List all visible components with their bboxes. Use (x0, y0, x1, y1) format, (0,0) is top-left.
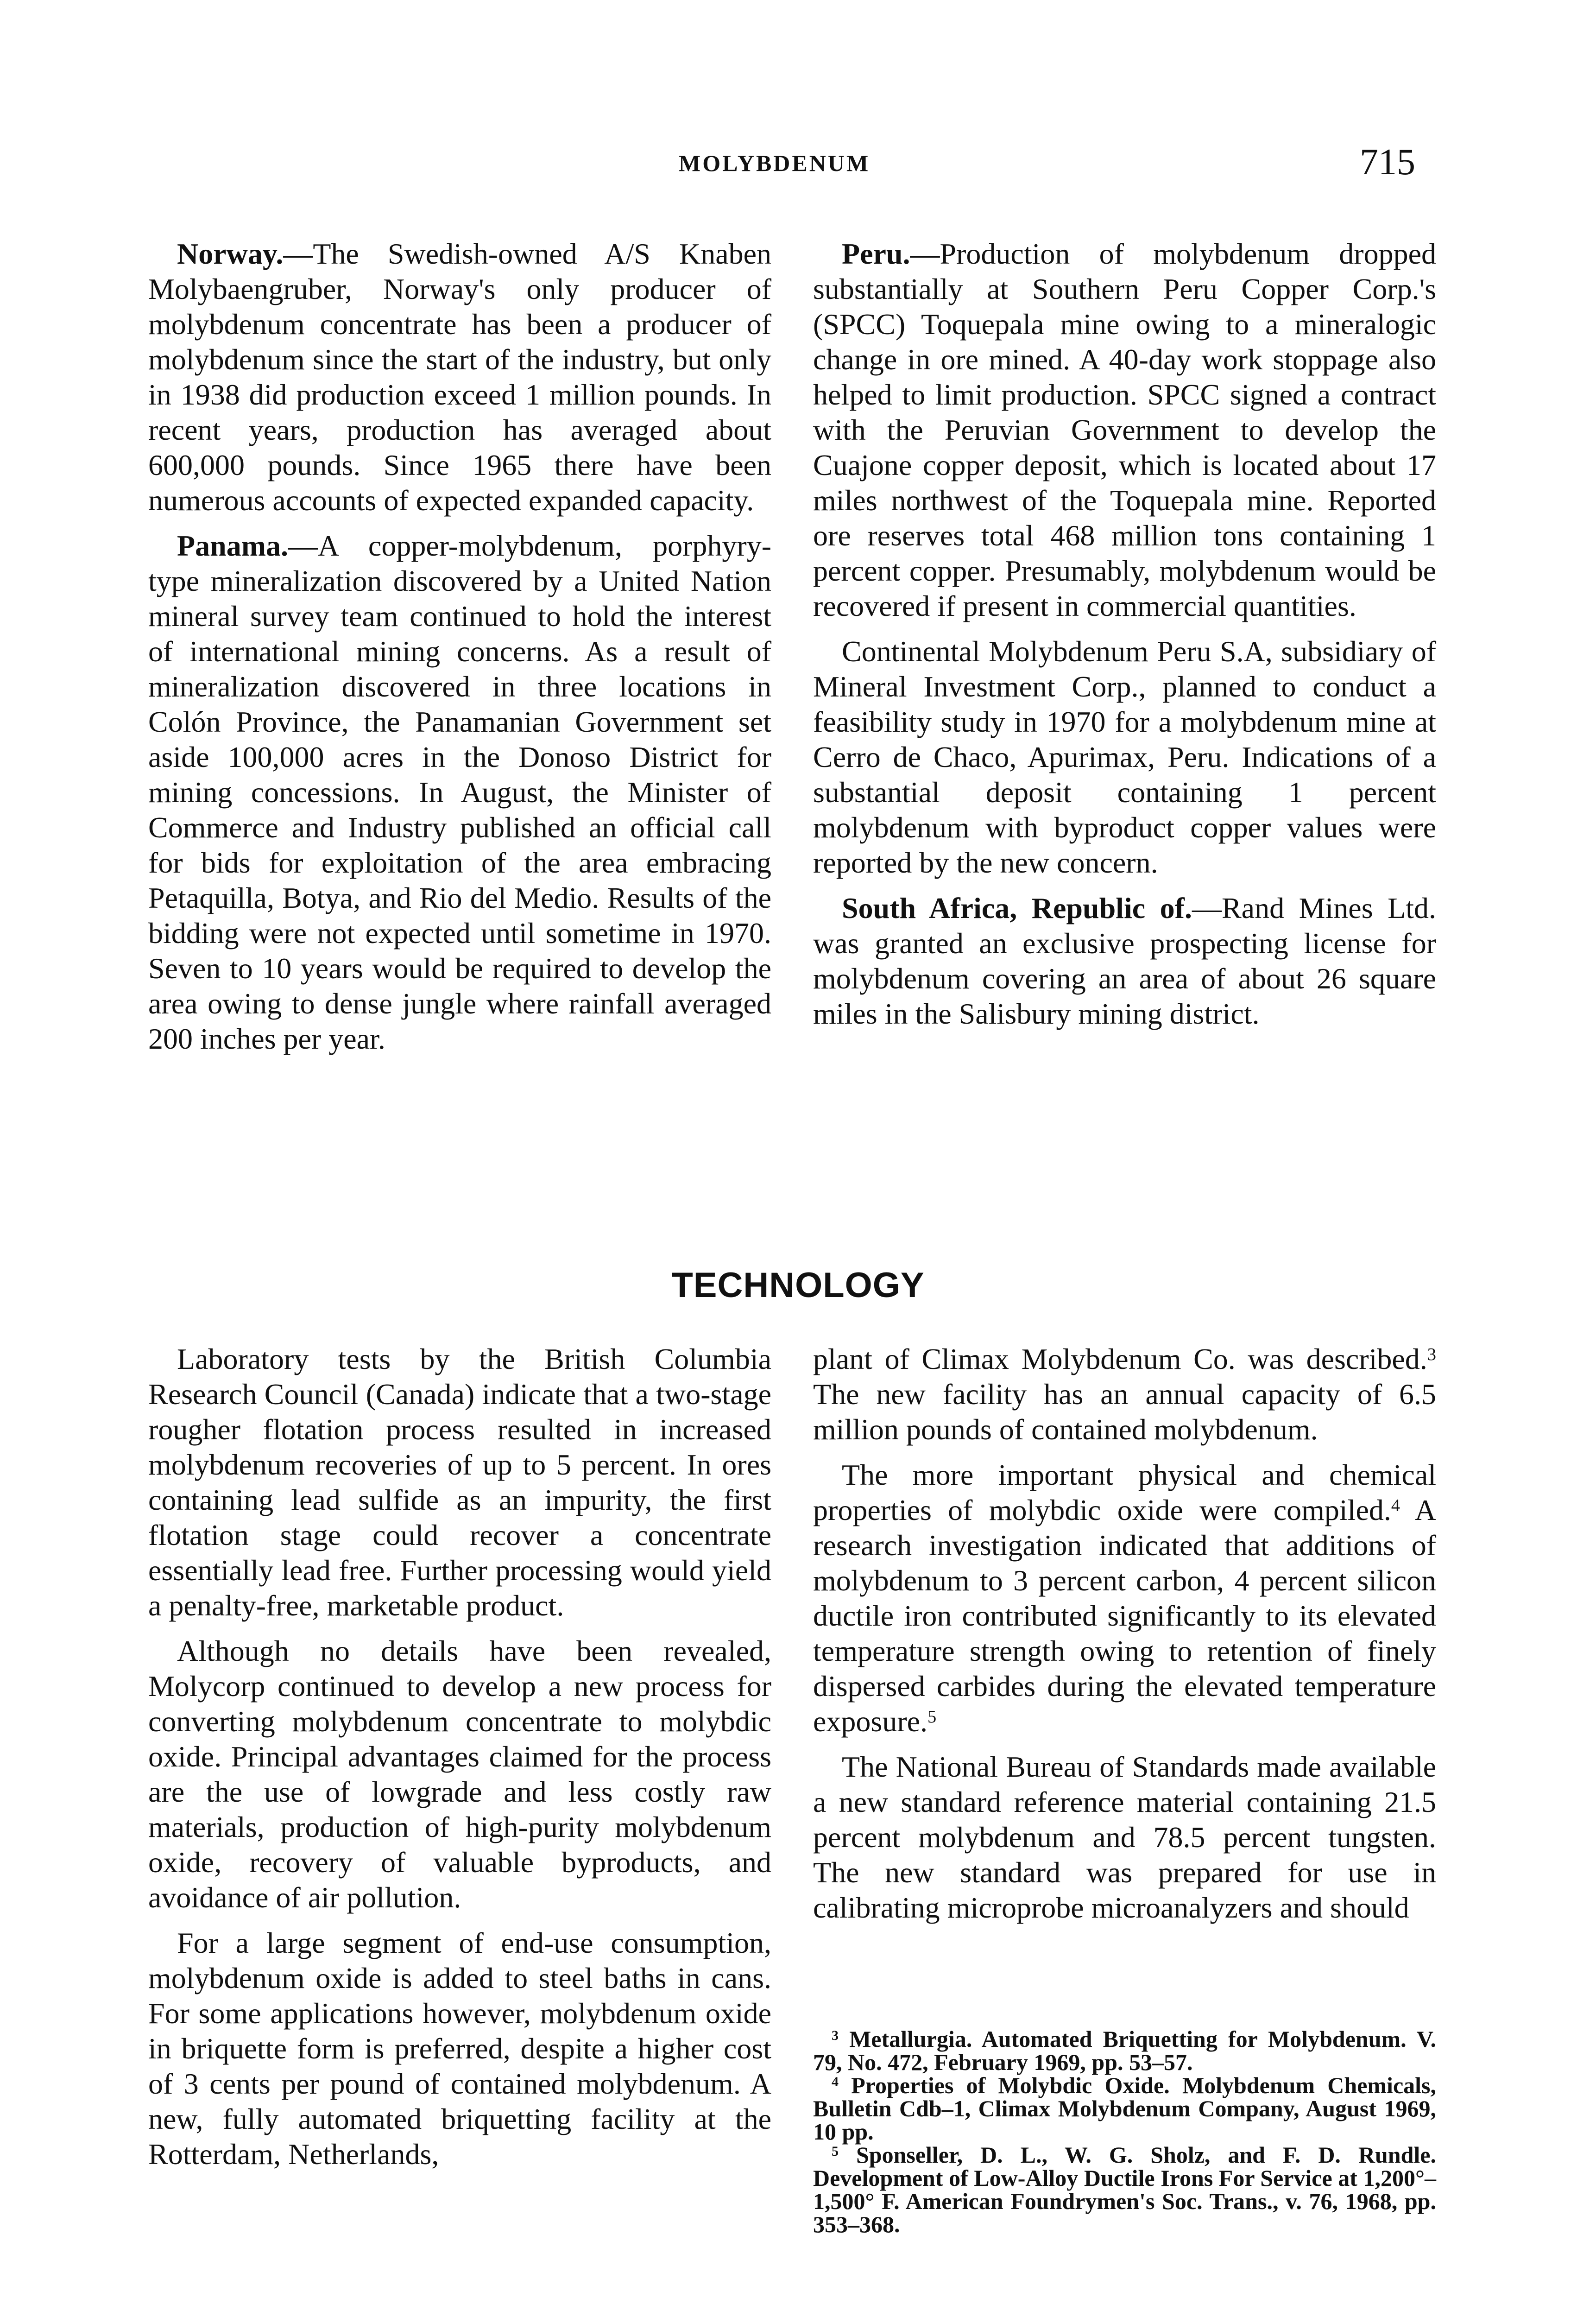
climax-tail: The new facility has an annual capacity of 6.5 million pounds of contained molybdenum. (813, 1378, 1436, 1446)
paragraph-flotation: Laboratory tests by the British Columbia Research Council (Canada) indicate that a two-stage rougher flotation process resulted in increased molybdenum recoveries of up to 5 percent. In ores containing lead sulfide as an impurity, the first flotation stage could recover a concentrate essentially lead free. Further processing would yield a penalty-free, marketable product. (148, 1342, 771, 1622)
footnote-4-text: Properties of Molybdic Oxide. Molybdenum Chemicals, Bulletin Cdb–1, Climax Molybdenum Company, August 1969, 10 pp. (813, 2072, 1436, 2145)
paragraph-nbs: The National Bureau of Standards made available a new standard reference material containing 21.5 percent molybdenum and 78.5 percent tungsten. The new standard was prepared for use in calibrating microprobe microanalyzers and should (813, 1750, 1436, 1924)
right-column-technology (813, 1342, 1436, 1925)
footnote-3 (813, 2027, 1436, 2074)
paragraph-panama-body: —A copper-molybdenum, porphyry-type mineralization discovered by a United Nation mineral survey team continued to hold the interest of international mining concerns. As a result of mineralization discovered in three locations in Colón Province, the Panamanian Government set aside 100,000 acres in the Donoso District for mining concessions. In August, the Minister of Commerce and Industry published an official call for bids for exploitation of the area embracing Petaquilla, Botya, and Rio del Medio. Results of the bidding were not expected until sometime in 1970. Seven to 10 years would be required to develop the area owing to dense jungle where rainfall averaged 200 inches per year. (148, 529, 771, 1055)
footnote-4-number: 4 (832, 2074, 839, 2089)
running-title: MOLYBDENUM (679, 150, 871, 176)
footnote-5-number: 5 (832, 2144, 839, 2159)
running-header (0, 141, 1596, 183)
paragraph-south-africa-body: —Rand Mines Ltd. was granted an exclusive prospecting license for molybdenum covering an area of about 26 square miles in the Salisbury mining district. (813, 892, 1436, 1030)
footnote-ref-5: 5 (927, 1707, 937, 1727)
page-number: 715 (1360, 142, 1415, 183)
molybdic-text: The more important physical and chemical properties of molybdic oxide were compiled. (813, 1458, 1436, 1526)
run-in-south-africa: South Africa, Republic of. (842, 892, 1192, 924)
paragraph-briquette: For a large segment of end-use consumption, molybdenum oxide is added to steel baths in cans. For some applications however, molybdenum oxide in briquette form is preferred, despite a higher cost of 3 cents per pound of contained molybdenum. A new, fully automated briquetting facility at the Rotterdam, Netherlands, (148, 1926, 771, 2171)
paragraph-peru-body: —Production of molybdenum dropped substantially at Southern Peru Copper Corp.'s (SPCC) Toquepala mine owing to a mineralogic change in ore mined. A 40-day work stoppage also helped to limit production. SPCC signed a contract with the Peruvian Government to develop the Cuajone copper deposit, which is located about 17 miles northwest of the Toquepala mine. Reported ore reserves total 468 million tons containing 1 percent copper. Presumably, molybdenum would be recovered if present in commercial quantities. (813, 237, 1436, 622)
paragraph-norway (148, 236, 771, 518)
climax-text: plant of Climax Molybdenum Co. was described. (813, 1342, 1427, 1375)
section-heading-technology: TECHNOLOGY (671, 1266, 925, 1305)
right-column-countries (813, 236, 1436, 1032)
run-in-panama: Panama. (177, 529, 288, 562)
paragraph-south-africa (813, 891, 1436, 1032)
footnote-5 (813, 2143, 1436, 2236)
footnotes (813, 2027, 1436, 2236)
footnote-3-text: Metallurgia. Automated Briquetting for Molybdenum. V. 79, No. 472, February 1969, pp. 53–57. (813, 2026, 1437, 2075)
paragraph-panama (148, 528, 771, 1057)
paragraph-continental: Continental Molybdenum Peru S.A, subsidiary of Mineral Investment Corp., planned to conduct a feasibility study in 1970 for a molybdenum mine at Cerro de Chaco, Apurimax, Peru. Indications of a substantial deposit containing 1 percent molybdenum with byproduct copper values were reported by the new concern. (813, 635, 1436, 879)
footnote-5-text: Sponseller, D. L., W. G. Sholz, and F. D. Rundle. Development of Low-Alloy Ductile Irons For Service at 1,200°–1,500° F. American Foundrymen's Soc. Trans., v. 76, 1968, pp. 353–368. (813, 2142, 1437, 2237)
run-in-norway: Norway. (177, 237, 284, 270)
run-in-peru: Peru. (842, 237, 910, 270)
paragraph-norway-body: —The Swedish-owned A/S Knaben Molybaengruber, Norway's only producer of molybdenum concentrate has been a producer of molybdenum since the start of the industry, but only in 1938 did production exceed 1 million pounds. In recent years, production has averaged about 600,000 pounds. Since 1965 there have been numerous accounts of expected expanded capacity. (148, 237, 771, 517)
paragraph-molycorp: Although no details have been revealed, Molycorp continued to develop a new process for converting molybdenum concentrate to molybdic oxide. Principal advantages claimed for the process are the use of lowgrade and less costly raw materials, production of high-purity molybdenum oxide, recovery of valuable byproducts, and avoidance of air pollution. (148, 1634, 771, 1914)
molybdic-mid: A research investigation indicated that additions of molybdenum to 3 percent carbon, 4 percent silicon ductile iron contributed significantly to its elevated temperature strength owing to retention of finely dispersed carbides during the elevated temperature exposure. (813, 1494, 1437, 1738)
paragraph-climax-continued (813, 1342, 1436, 1447)
paragraph-peru (813, 236, 1436, 624)
footnote-ref-3: 3 (1427, 1344, 1436, 1364)
footnote-3-number: 3 (832, 2028, 839, 2043)
footnote-4 (813, 2074, 1436, 2143)
footnote-ref-4: 4 (1391, 1495, 1400, 1515)
paragraph-molybdic-oxide (813, 1457, 1436, 1739)
left-column-technology (148, 1342, 771, 2172)
left-column-countries (148, 236, 771, 1057)
